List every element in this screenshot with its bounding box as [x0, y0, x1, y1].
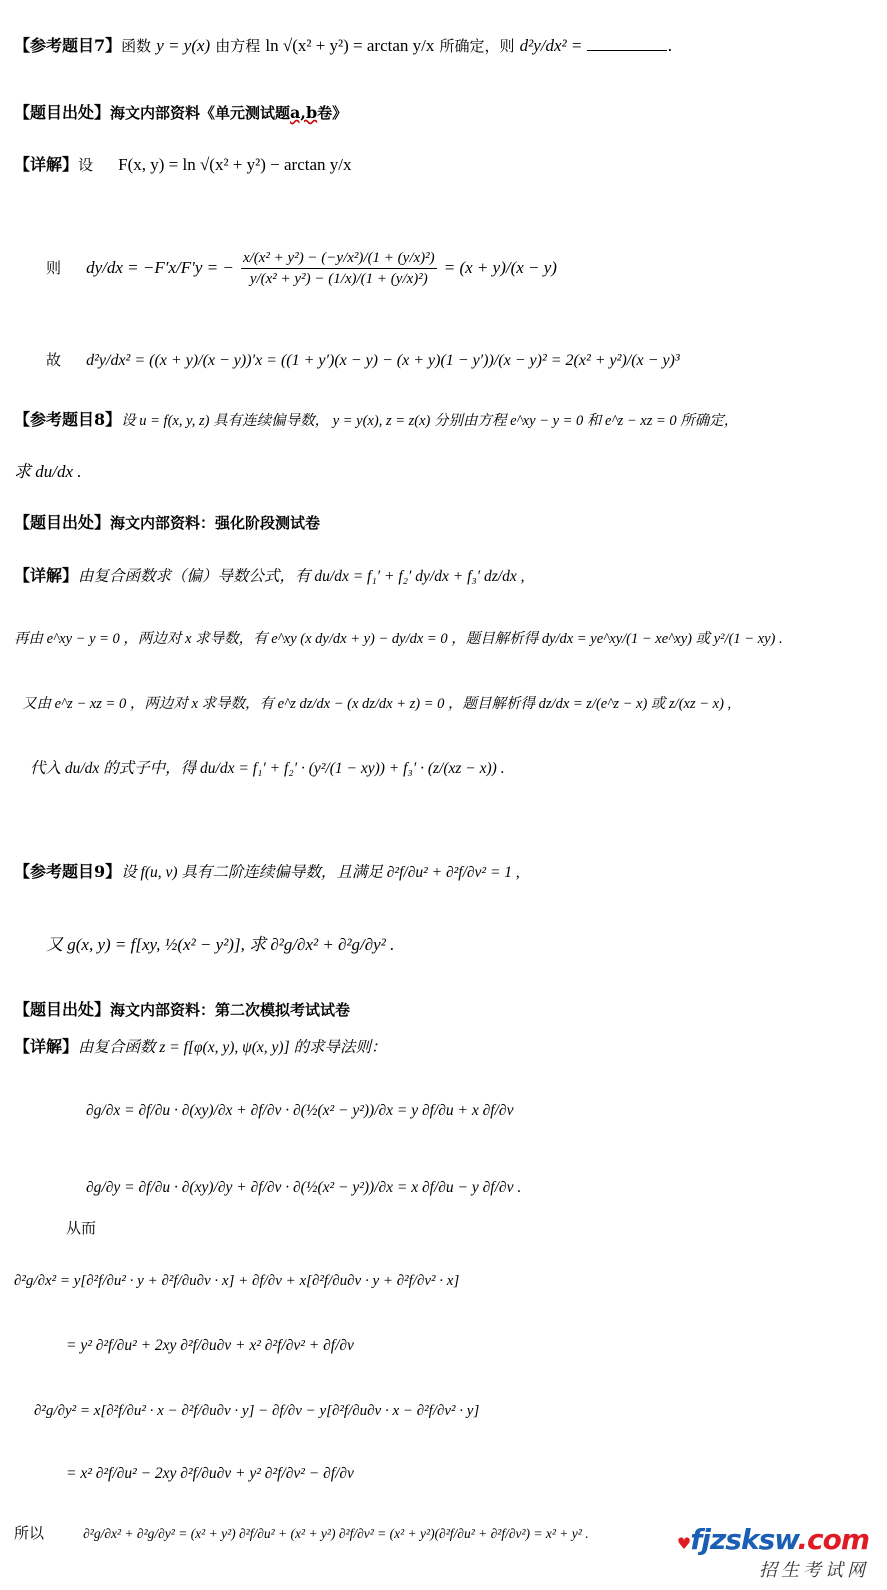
- q8-label: 【参考题目8】: [14, 410, 122, 429]
- q8-sol-l2-text: 再由 e^xy − y = 0 ，两边对 x 求导数，有 e^xy (x dy/dx + y) − dy/dx = 0 ，题目解析得 dy/dx = ye^xy/(1 − xe^xy) 或 y²/(1 − xy) .: [14, 631, 783, 647]
- q7-text2: 由方程: [215, 37, 261, 55]
- q8-source: [14, 513, 320, 533]
- q7-sol-step2: d²y/dx² = ((x + y)/(x − y))′x = ((1 + y′)(x − y) − (x + y)(1 − y′))/(x − y)² = 2(x² + y²)/(x − y)³: [86, 352, 680, 369]
- q7-expr1: y = y(x): [156, 36, 211, 55]
- q7-source: [14, 103, 347, 123]
- q9-sol-gx-text: ∂g/∂x = ∂f/∂u · ∂(xy)/∂x + ∂f/∂v · ∂(½(x² − y²))/∂x = y ∂f/∂u + x ∂f/∂v: [86, 1102, 514, 1119]
- q9-source: [14, 1000, 350, 1020]
- q7-text3: 所确定，则: [439, 37, 515, 55]
- q9-sol-final-text: ∂²g/∂x² + ∂²g/∂y² = (x² + y²) ∂²f/∂u² + (x² + y²) ∂²f/∂v² = (x² + y²)(∂²f/∂u² + ∂²f/∂v²) = x² + y² .: [83, 1526, 589, 1541]
- q7-sol-so: 故: [46, 351, 62, 369]
- q9-source-label: 【题目出处】: [14, 1000, 111, 1019]
- q9-text: 设 f(u, v) 具有二阶连续偏导数，且满足 ∂²f/∂u² + ∂²f/∂v² = 1 ,: [121, 864, 520, 881]
- q9-sol-gy: [86, 1177, 521, 1198]
- q9-sol-final: [14, 1523, 589, 1544]
- q7-solution-step1: [46, 248, 557, 289]
- q7-sol-F: F(x, y) = ln √(x² + y²) − arctan y/x: [118, 155, 352, 174]
- q9-l2-text: 又 g(x, y) = f[xy, ½(x² − y²)], 求 ∂²g/∂x² + ∂²g/∂y² .: [46, 935, 395, 954]
- q7-big-fraction: $\frac{\text{x/(x² + y²) − (−y/x²)/(1 + (y/x)²)}}{\text{y/(x² + y²) − (1/x)/(1 + (y/x)²)}}$: [242, 250, 435, 287]
- q9-sol-intro-text: 由复合函数 z = f[φ(x, y), ψ(x, y)] 的求导法则：: [78, 1039, 387, 1056]
- q8-question: [14, 410, 738, 431]
- q9-source-text: 海文内部资料：第二次模拟考试试卷: [110, 1001, 351, 1019]
- q9-sol-gyy2-text: = x² ∂²f/∂u² − 2xy ∂²f/∂u∂v + y² ∂²f/∂v² − ∂f/∂v: [66, 1465, 354, 1482]
- q8-sol-l3: [22, 693, 731, 714]
- q7-solution-set: [14, 155, 351, 175]
- q9-sol-gxx1: [14, 1270, 459, 1291]
- q9-sol-intro: [14, 1037, 387, 1058]
- q8-source-label: 【题目出处】: [14, 513, 111, 532]
- q7-end: .: [667, 36, 673, 55]
- q8-sol-l4-text: 代入 du/dx 的式子中，得 du/dx = f₁′ + f₂′ · (y²/(1 − xy)) + f₃′ · (z/(xz − x)) .: [30, 760, 505, 777]
- q9-sol-hence-text: 从而: [66, 1219, 97, 1237]
- q9-sol-gyy1-text: ∂²g/∂y² = x[∂²f/∂u² · x − ∂²f/∂u∂v · y] − ∂f/∂v − y[∂²f/∂u∂v · x − ∂²f/∂v² · y]: [34, 1403, 480, 1419]
- q8-sol-l2: [14, 628, 783, 649]
- q7-solution-step2: [46, 350, 680, 371]
- q8-sol-label: 【详解】: [14, 566, 79, 585]
- q9-sol-gyy2: [66, 1463, 354, 1484]
- q8-source-text: 海文内部资料：强化阶段测试卷: [110, 514, 321, 532]
- heart-icon: ♥: [676, 1534, 691, 1553]
- answer-blank: [587, 36, 667, 51]
- q9-sol-gxx2: [66, 1335, 354, 1356]
- watermark-logo: [677, 1523, 869, 1556]
- watermark-sub: 招生考试网: [759, 1560, 869, 1581]
- q7-source-label: 【题目出处】: [14, 103, 111, 122]
- watermark: [677, 1523, 869, 1582]
- q8-ask: [14, 462, 82, 482]
- q9-sol-label: 【详解】: [14, 1037, 79, 1056]
- watermark-logo-b: .com: [797, 1523, 869, 1556]
- q8-sol-l1-text: 由复合函数求（偏）导数公式，有 du/dx = f₁′ + f₂′ dy/dx + f₃′ dz/dx ,: [78, 568, 525, 585]
- q8-sol-l3-text: 又由 e^z − xz = 0 ，两边对 x 求导数，有 e^z dz/dx − (x dz/dx + z) = 0 ，题目解析得 dz/dx = z/(e^z − x) 或 z/(xz − x) ,: [22, 696, 732, 712]
- q9-sol-hence: [66, 1218, 96, 1238]
- q7-text1: 函数: [121, 37, 152, 55]
- q7-question: [14, 36, 673, 56]
- q9-sol-gy-text: ∂g/∂y = ∂f/∂u · ∂(xy)/∂y + ∂f/∂v · ∂(½(x² − y²))/∂x = x ∂f/∂u − y ∂f/∂v .: [86, 1179, 522, 1196]
- q9-sol-gxx2-text: = y² ∂²f/∂u² + 2xy ∂²f/∂u∂v + x² ∂²f/∂v² + ∂f/∂v: [66, 1337, 354, 1354]
- q7-sol-set: 设: [78, 156, 94, 174]
- q7-sol-then: 则: [46, 259, 62, 277]
- q7-expr2: ln √(x² + y²) = arctan y/x: [265, 36, 435, 55]
- q9-sol-gyy1: [34, 1400, 479, 1421]
- q8-sol-l1: [14, 566, 525, 587]
- q9-question: [14, 862, 520, 883]
- q8-text: 设 u = f(x, y, z) 具有连续偏导数， y = y(x), z = z(x) 分别由方程 e^xy − y = 0 和 e^z − xz = 0 所确定，: [121, 413, 739, 429]
- q7-sol-step1-lhs: dy/dx = −F′x/F′y = −: [86, 258, 234, 277]
- q7-source-ab: a,b: [290, 103, 318, 122]
- q7-expr3: d²y/dx² =: [519, 36, 583, 55]
- q9-label: 【参考题目9】: [14, 862, 122, 881]
- q7-label: 【参考题目7】: [14, 36, 122, 55]
- watermark-logo-a: fjzsksw: [690, 1523, 798, 1556]
- q7-sol-step1-rhs: = (x + y)/(x − y): [443, 258, 557, 277]
- q9-sol-gxx1-text: ∂²g/∂x² = y[∂²f/∂u² · y + ∂²f/∂u∂v · x] + ∂f/∂v + x[∂²f/∂u∂v · y + ∂²f/∂v² · x]: [14, 1273, 460, 1289]
- q7-source-tail: 卷》: [317, 104, 348, 122]
- q8-ask-text: 求 du/dx .: [14, 462, 82, 481]
- q9-question-l2: [46, 935, 394, 955]
- q7-sol-label: 【详解】: [14, 155, 79, 174]
- q9-sol-therefore: 所以: [14, 1524, 45, 1542]
- q9-sol-gx: [86, 1100, 513, 1121]
- q7-source-text: 海文内部资料《单元测试题: [110, 104, 291, 122]
- q8-sol-l4: [30, 758, 505, 779]
